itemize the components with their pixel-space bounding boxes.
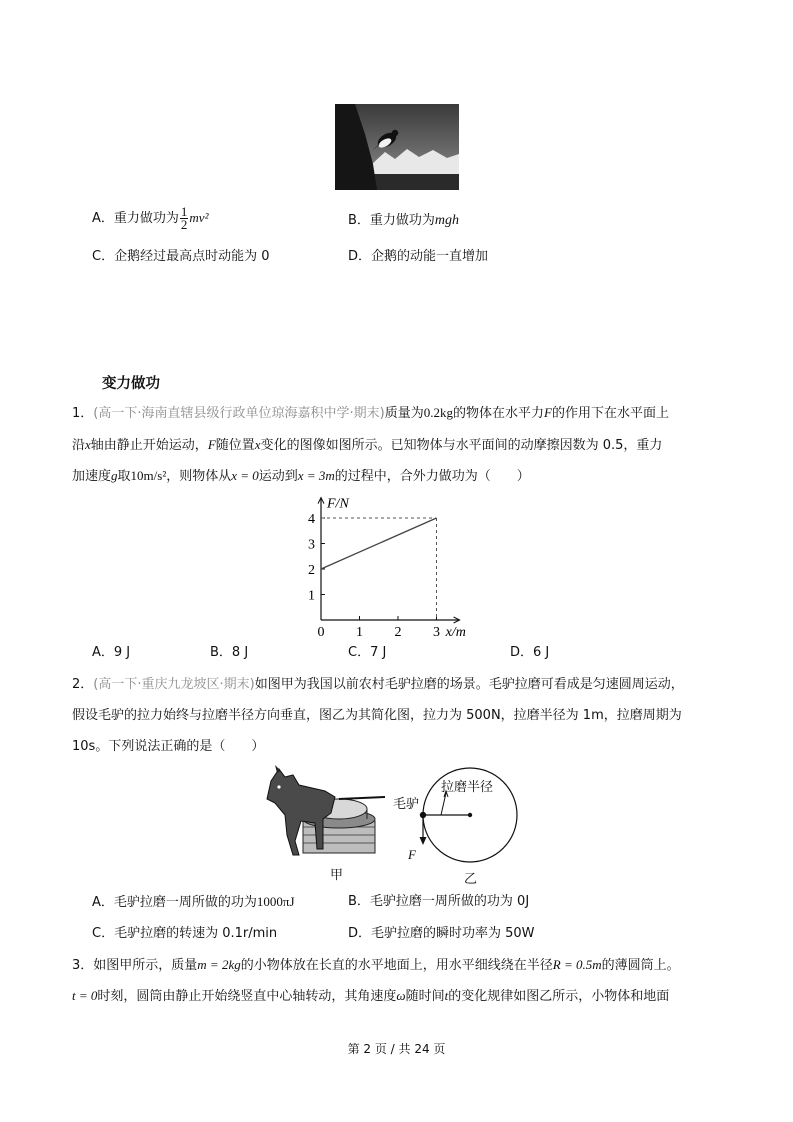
section-title: 变力做功 (102, 376, 160, 392)
x-axis-label: x/m (445, 625, 466, 640)
y-tick-label: 1 (308, 588, 315, 604)
q1-line-2 (72, 436, 662, 455)
y-tick-label: 2 (308, 563, 315, 578)
q3-symbol: m = 2kg (197, 957, 241, 972)
q1-option-c: C．7 J (348, 645, 387, 660)
q3-text: 的薄圆筒上。 (601, 958, 680, 973)
q3-line-2 (72, 987, 669, 1006)
q1-text: 随位置 (215, 438, 255, 453)
q1-text: 的过程中，合外力做功为（ ） (334, 469, 530, 484)
q1-text: 质量为 (384, 406, 424, 421)
q3-text: 时刻，圆筒由静止开始绕竖直中心轴转动，其角速度 (97, 989, 397, 1004)
q2-text: 如图甲为我国以前农村毛驴拉磨的场景。毛驴拉磨可看成是匀速圆周运动， (254, 677, 684, 692)
q1-text: 取 (117, 469, 131, 484)
q3-text: 的变化规律如图乙所示，小物体和地面 (448, 989, 670, 1004)
option-b-expr: mgh (434, 213, 460, 228)
q2-line-3: 10s。下列说法正确的是（ ） (72, 739, 265, 754)
q1-option-d: D．6 J (510, 645, 550, 660)
q1-text: ，则物体从 (166, 469, 232, 484)
prev-option-a (92, 206, 208, 231)
y-tick-label: 4 (308, 512, 315, 527)
prev-option-c: C．企鹅经过最高点时动能为 0 (92, 249, 270, 264)
caption-yi: 乙 (464, 871, 478, 886)
q2-source: (高一下·重庆九龙坡区·期末) (93, 677, 255, 692)
fraction-denominator: 2 (180, 217, 188, 232)
q1-options (92, 644, 549, 662)
option-a-expr: mv² (189, 210, 209, 225)
option-a-label: A．重力做功为 (92, 211, 179, 226)
fraction (180, 206, 189, 231)
q2-line-2: 假设毛驴的拉力始终与拉磨半径方向垂直，图乙为其简化图，拉力为 500N，拉磨半径为 1m，拉磨周期为 (72, 708, 682, 723)
q3-symbol: ω (396, 988, 406, 1003)
q1-line-1 (72, 404, 669, 423)
y-tick-label: 3 (308, 537, 315, 553)
x-tick-label: 1 (356, 625, 363, 640)
q1-symbol: g (111, 468, 118, 483)
q1-text: 的物体在水平力 (452, 406, 544, 421)
label-donkey: 毛驴 (393, 796, 420, 811)
y-axis-label: F/N (327, 496, 349, 512)
q3-symbol: R = 0.5m (552, 957, 602, 972)
q1-symbol: x (254, 437, 261, 452)
q1-text: 沿 (72, 438, 86, 453)
q2-line-1 (72, 676, 684, 694)
q3-text: 的小物体放在长直的水平地面上，用水平细线绕在半径 (240, 958, 553, 973)
q1-symbol: F (207, 437, 216, 452)
page-footer: 第 2 页 / 共 24 页 (347, 1042, 446, 1056)
q2-option-a-expr: 1000πJ (256, 894, 295, 909)
x-tick-label: 0 (317, 625, 325, 640)
q3-text: 随时间 (405, 989, 445, 1004)
x-tick-label: 3 (433, 625, 440, 640)
q3-symbol: t = 0 (72, 988, 98, 1003)
caption-jia: 甲 (330, 867, 344, 882)
q1-symbol: x (85, 437, 91, 452)
series-line (321, 518, 437, 569)
q3-line-1 (72, 956, 680, 975)
q1-symbol: F (543, 405, 552, 420)
option-b-label: B．重力做功为 (348, 213, 435, 228)
q1-option-a: A．9 J (92, 645, 131, 660)
q2-option-c: C．毛驴拉磨的转速为 0.1r/min (92, 926, 278, 941)
q2-number: 2． (72, 677, 94, 692)
q1-text: 轴由静止开始运动， (90, 438, 208, 453)
q2-option-a-label: A．毛驴拉磨一周所做的功为 (92, 895, 257, 910)
fraction-numerator: 1 (180, 204, 188, 219)
q1-number: 1． (72, 406, 94, 421)
q1-symbol: x = 3m (297, 468, 335, 483)
q2-option-d: D．毛驴拉磨的瞬时功率为 50W (348, 926, 535, 941)
x-tick-label: 2 (394, 625, 402, 640)
label-radius: 拉磨半径 (441, 779, 494, 794)
q3-text: 如图甲所示，质量 (93, 958, 198, 973)
q1-source: (高一下·海南直辖县级行政单位琼海嘉积中学·期末) (93, 406, 385, 421)
q3-number: 3． (72, 958, 94, 973)
prev-option-b (348, 212, 459, 230)
force-position-chart (300, 490, 490, 640)
q1-mass: 0.2kg (423, 405, 453, 420)
q1-symbol: x = 0 (231, 468, 259, 483)
donkey-mill-illustration (265, 763, 390, 861)
penguin-photo (335, 104, 459, 190)
q1-option-b: B．8 J (210, 645, 249, 660)
q1-text: 加速度 (72, 469, 112, 484)
q3-symbol: t (444, 988, 449, 1003)
q1-gval: 10m/s² (130, 468, 167, 483)
label-force: F (408, 847, 416, 862)
q2-option-a (92, 893, 295, 912)
q1-text: 变化的图像如图所示。已知物体与水平面间的动摩擦因数为 0.5，重力 (260, 438, 663, 453)
q1-line-3 (72, 467, 530, 486)
q1-text: 的作用下在水平面上 (551, 406, 669, 421)
prev-option-d: D．企鹅的动能一直增加 (348, 249, 489, 264)
q1-text: 运动到 (258, 469, 298, 484)
q2-option-b: B．毛驴拉磨一周所做的功为 0J (348, 894, 530, 909)
